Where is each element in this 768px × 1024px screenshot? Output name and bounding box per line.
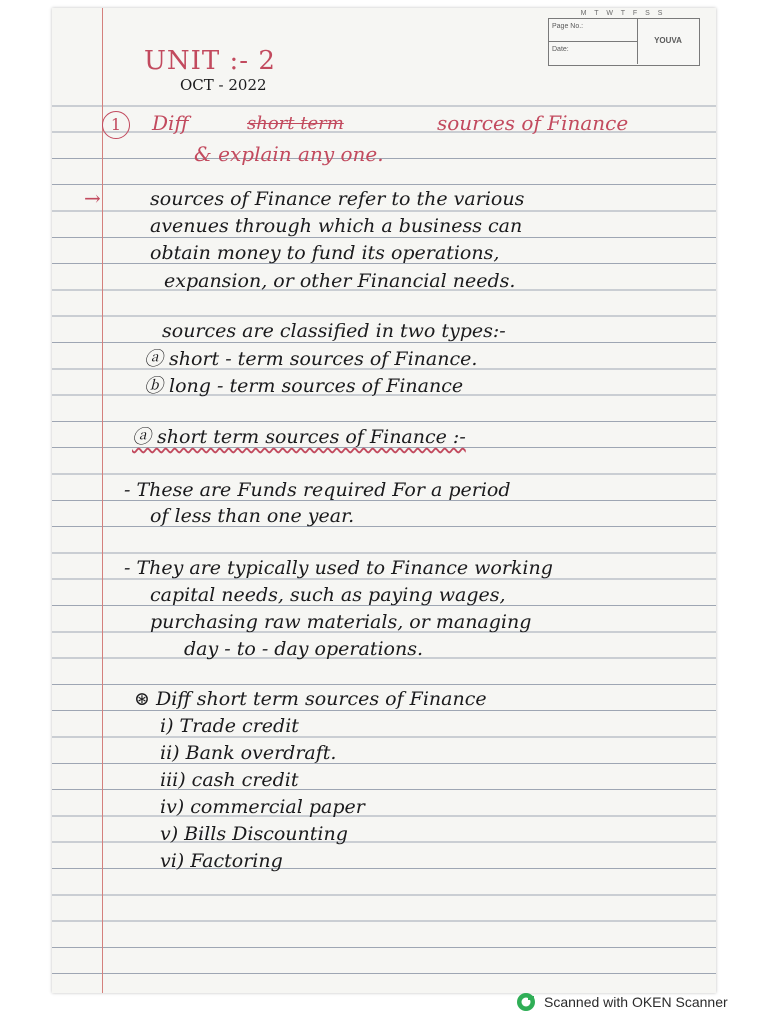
type-item: ⓑ long - term sources of Finance [144, 375, 464, 397]
scanner-watermark [516, 990, 728, 1014]
list-item: ii) Bank overdraft. [160, 742, 337, 764]
paragraph-line: day - to - day operations. [184, 638, 423, 660]
exam-date: OCT - 2022 [180, 76, 267, 94]
date-label: Date: [552, 46, 569, 53]
oken-logo-icon [516, 992, 536, 1012]
definition-line: avenues through which a business can [150, 215, 523, 237]
short-term-heading: ⓐ short term sources of Finance :- [132, 426, 466, 448]
scanned-with-label: Scanned with OKEN Scanner [544, 994, 728, 1010]
notebook-page [52, 8, 716, 993]
definition-line: expansion, or other Financial needs. [164, 270, 516, 292]
question-diff: Diff [152, 111, 189, 135]
paragraph-line: - These are Funds required For a period [124, 479, 511, 501]
definition-line: sources of Finance refer to the various [150, 188, 525, 210]
type-item: ⓐ short - term sources of Finance. [144, 348, 478, 370]
weekday-row: M T W T F S S [580, 10, 666, 17]
list-heading: ⊛ Diff short term sources of Finance [134, 688, 487, 710]
list-item: i) Trade credit [160, 715, 299, 737]
page-header-box [548, 18, 700, 66]
page-no-label: Page No.: [552, 23, 584, 30]
paragraph-line: of less than one year. [150, 505, 355, 527]
margin-line [102, 8, 103, 993]
list-item: v) Bills Discounting [160, 823, 348, 845]
list-item: vi) Factoring [160, 850, 283, 872]
paragraph-line: - They are typically used to Finance working [124, 557, 553, 579]
question-number: 1 [102, 111, 130, 139]
list-item: iv) commercial paper [160, 796, 365, 818]
paragraph-line: capital needs, such as paying wages, [150, 584, 506, 606]
list-item: iii) cash credit [160, 769, 299, 791]
classified-line: sources are classified in two types:- [162, 320, 506, 342]
paragraph-line: purchasing raw materials, or managing [150, 611, 532, 633]
arrow-icon: → [84, 186, 101, 210]
definition-line: obtain money to fund its operations, [150, 242, 500, 264]
question-line2: & explain any one. [194, 142, 384, 166]
unit-title: UNIT :- 2 [144, 46, 276, 76]
question-struck-text: short term [247, 113, 344, 134]
brand-logo: YOUVA [654, 36, 682, 45]
question-text: sources of Finance [437, 111, 629, 135]
